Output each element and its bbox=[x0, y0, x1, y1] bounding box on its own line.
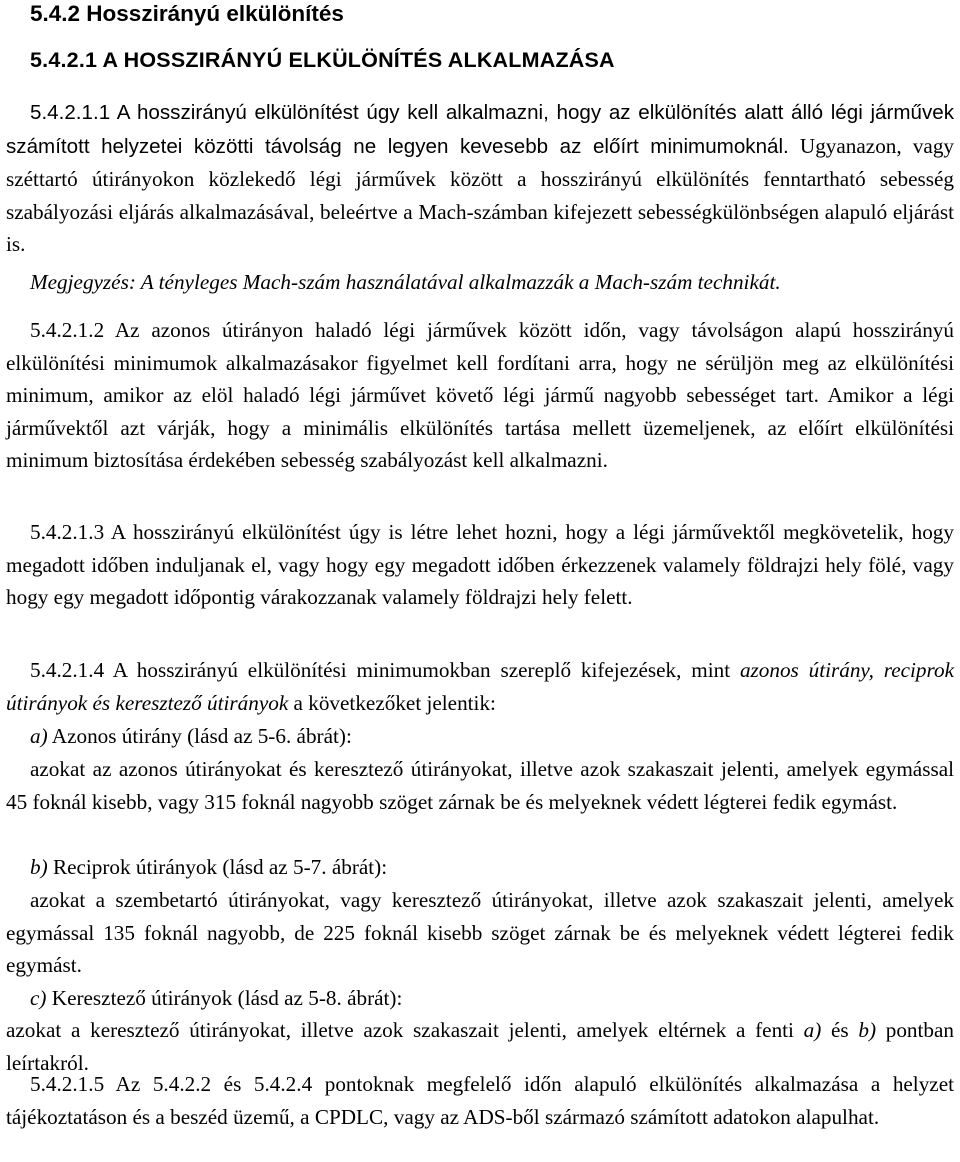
term-separator: , bbox=[868, 658, 884, 682]
note: Megjegyzés: A tényleges Mach-szám használatával alkalmazzák a Mach-szám technikát. bbox=[30, 270, 781, 294]
term-reciprok-utiranyok: reciprok útirányok bbox=[6, 658, 954, 715]
item-a-title bbox=[30, 720, 954, 753]
paragraph-number: 5.4.2.1.1 bbox=[30, 101, 111, 124]
item-letter: b) bbox=[30, 855, 48, 879]
p4-tail: a következőket jelentik: bbox=[288, 690, 496, 715]
item-letter: a) bbox=[30, 724, 48, 748]
term-azonos-utirany: azonos útirány bbox=[739, 658, 869, 682]
paragraph-5-4-2-1-3: 5.4.2.1.3 A hosszirányú elkülönítést úgy is létre lehet hozni, hogy a légi járművektől megkövetelik, hogy megadott időben induljanak el, vagy hogy egy megadott időben érkezzenek valamely földrajzi hely fölé, vagy hogy egy megadott időpontig várakozzanak valamely földrajzi hely felett. bbox=[6, 520, 954, 610]
paragraph-5-4-2-1-5: 5.4.2.1.5 Az 5.4.2.2 és 5.4.2.4 pontoknak megfelelő időn alapuló elkülönítés alkalmazása a helyzet tájékoztatáson és a beszéd üzemű, a CPDLC, vagy az ADS-ből származó számított adatokon alapulhat. bbox=[6, 1072, 954, 1129]
item-title-text: Reciprok útirányok (lásd az 5-7. ábrát): bbox=[47, 855, 388, 879]
item-c-desc-2: és bbox=[821, 1018, 859, 1042]
paragraph-5-4-2-1-4 bbox=[6, 654, 954, 719]
term-conjunction: és bbox=[87, 690, 116, 715]
item-b-description: azokat a szembetartó útirányokat, vagy keresztező útirányokat, illetve azok szakaszait jelenti, amelyek egymással 135 foknál nagyobb, de 225 foknál kisebb szöget zárnak be és melyeknek védett légterei fedik egymást. bbox=[6, 888, 954, 978]
subsection-heading: 5.4.2.1 A HOSSZIRÁNYÚ ELKÜLÖNÍTÉS ALKALMAZÁSA bbox=[30, 48, 615, 72]
item-letter: c) bbox=[30, 986, 47, 1010]
paragraph-5-4-2-1-1 bbox=[6, 96, 954, 261]
paragraph-5-4-2-1-2: 5.4.2.1.2 Az azonos útirányon haladó légi járművek között időn, vagy távolságon alapú hosszirányú elkülönítési minimumok alkalmazásakor figyelmet kell fordítani arra, hogy ne sérüljön meg az elkülönítési minimum, amikor az elöl haladó légi járművet követő légi jármű nagyobb sebességet tart. Amikor a légi járművektől azt várják, hogy a minimális elkülönítés tartása mellett üzemeljenek, az előírt elkülönítési minimum biztosítása érdekében sebesség szabályozást kell alkalmazni. bbox=[6, 318, 954, 473]
item-title-text: Keresztező útirányok (lásd az 5-8. ábrát): bbox=[46, 986, 403, 1010]
item-c-desc-3: pontban leírtakról. bbox=[6, 1018, 954, 1075]
ref-b: b) bbox=[858, 1018, 877, 1042]
item-c-desc-1: azokat a keresztező útirányokat, illetve azok szakaszait jelenti, amelyek eltérnek a fenti bbox=[6, 1018, 804, 1042]
item-title-text: Azonos útirány (lásd az 5-6. ábrát): bbox=[47, 724, 352, 748]
item-b-title bbox=[30, 851, 954, 884]
item-c-title bbox=[30, 982, 954, 1015]
paragraph-sans-text: A hosszirányú elkülönítést úgy kell alkalmazni, hogy az elkülönítés alatt álló légi járművek számított helyzetei közötti távolság ne legyen kevesebb az előírt minimumoknál. bbox=[6, 101, 954, 158]
item-a-description: azokat az azonos útirányokat és keresztező útirányokat, illetve azok szakaszait jelenti, amelyek egymással 45 foknál kisebb, vagy 315 foknál nagyobb szöget zárnak be és melyeknek védett légterei fedik egymást. bbox=[6, 757, 954, 814]
ref-a: a) bbox=[803, 1018, 822, 1042]
term-keresztezo-utiranyok: keresztező útirányok bbox=[115, 690, 289, 715]
section-heading: 5.4.2 Hosszirányú elkülönítés bbox=[30, 1, 344, 26]
p4-lead: 5.4.2.1.4 A hosszirányú elkülönítési minimumokban szereplő kifejezések, mint bbox=[30, 658, 740, 682]
paragraph-serif-text: Ugyanazon, vagy széttartó útirányokon közlekedő légi járművek között a hosszirányú elkülönítés fenntartható sebesség szabályozási eljárás alkalmazásával, beleértve a Mach-számban kifejezett sebességkülönbségen alapuló eljárást is. bbox=[6, 133, 955, 257]
